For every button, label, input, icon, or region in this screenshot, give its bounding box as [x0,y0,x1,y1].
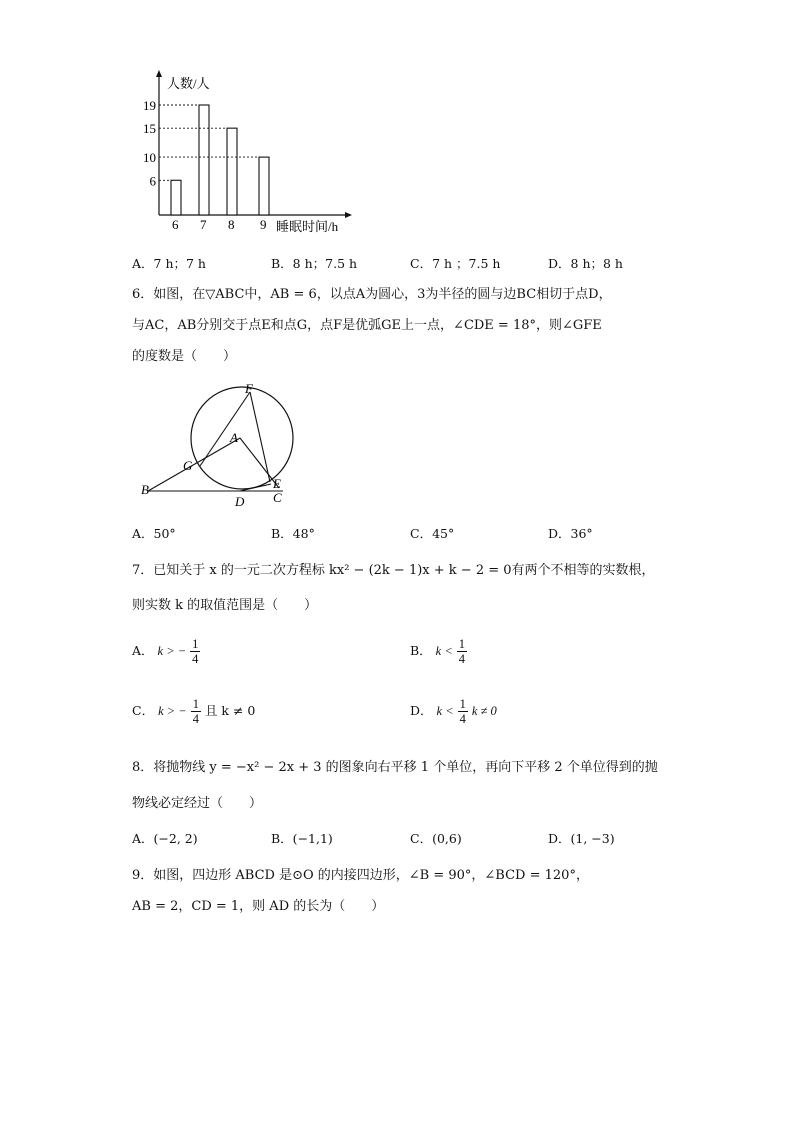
q5-option-b[interactable]: B．8 h；7.5 h [271,256,358,271]
label-e: E [273,476,281,491]
q5-option-d[interactable]: D．8 h；8 h [548,256,623,271]
x-tick-label-8: 8 [228,217,235,232]
q6-text-line3: 的度数是（ ） [132,349,237,364]
x-axis-arrow [345,212,352,218]
circle-a [191,387,293,489]
q9-text-line1: 9．如图，四边形 ABCD 是⊙O 的内接四边形，∠B = 90°，∠BCD = 120°， [132,868,589,883]
sleep-bar-chart [140,68,370,238]
q8-text-line1: 8．将抛物线 y = −x² − 2x + 3 的图象向右平移 1 个单位，再向下平移 2 个单位得到的抛 [132,760,658,775]
q5-option-c[interactable]: C．7 h ；7.5 h [410,256,501,271]
q6-option-d[interactable]: D．36° [548,526,593,541]
bar-8 [227,128,237,215]
bar-6 [171,180,181,215]
q5-option-a[interactable]: A．7 h；7 h [132,256,206,271]
x-tick-label-6: 6 [172,217,179,232]
segment-de [240,484,271,491]
x-tick-label-7: 7 [200,217,207,232]
q8-text-line2: 物线必定经过（ ） [132,796,263,811]
label-d: D [235,494,245,509]
label-g: G [183,458,193,473]
y-axis-arrow [156,70,162,77]
y-tick-label-15: 15 [143,121,156,137]
segment-fe [250,392,270,482]
q7-option-c[interactable]: C． k > − $\frac{1}{4}$ 且 k ≠ 0 [132,697,256,726]
q6-text-line1: 6．如图，在▽ABC中，AB = 6，以点A为圆心，3为半径的圆与边BC相切于点D， [132,287,612,302]
q6-circle-figure [138,378,308,513]
q7-option-a[interactable]: A． k > − $\frac{1}{4}$ [132,637,199,666]
x-tick-label-9: 9 [260,217,267,232]
q6-option-b[interactable]: B．48° [271,526,315,541]
label-c: C [273,490,282,505]
y-axis-label: 人数/人 [167,76,210,91]
q7-option-b[interactable]: B． k < $\frac{1}{4}$ [410,637,466,666]
q6-option-c[interactable]: C．45° [410,526,455,541]
bar-7 [199,105,209,215]
label-f: F [245,381,253,396]
q8-option-b[interactable]: B．(−1,1) [271,831,333,846]
q8-option-a[interactable]: A．(−2, 2) [132,831,198,846]
q7-text-line1: 7．已知关于 x 的一元二次方程标 kx² − (2k − 1)x + k − 2 = 0有两个不相等的实数根， [132,563,655,578]
q6-text-line2: 与AC，AB分别交于点E和点G，点F是优弧GE上一点，∠CDE = 18°，则∠GFE [132,318,602,333]
q6-option-a[interactable]: A．50° [132,526,176,541]
bar-9 [259,157,269,215]
q7-option-d[interactable]: D． k < $\frac{1}{4}$ k ≠ 0 [410,697,497,726]
q8-option-d[interactable]: D．(1, −3) [548,831,615,846]
segment-ba [148,438,240,491]
segment-fg [200,392,250,466]
x-axis-label: 睡眠时间/h [276,219,339,234]
y-tick-label-19: 19 [143,98,156,113]
label-b: B [141,482,149,497]
label-a: A [230,430,238,445]
y-tick-label-6: 6 [149,173,156,189]
q7-text-line2: 则实数 k 的取值范围是（ ） [132,598,318,613]
q9-text-line2: AB = 2，CD = 1，则 AD 的长为（ ） [132,899,385,914]
q8-option-c[interactable]: C．(0,6) [410,831,462,846]
y-tick-label-10: 10 [143,150,156,166]
